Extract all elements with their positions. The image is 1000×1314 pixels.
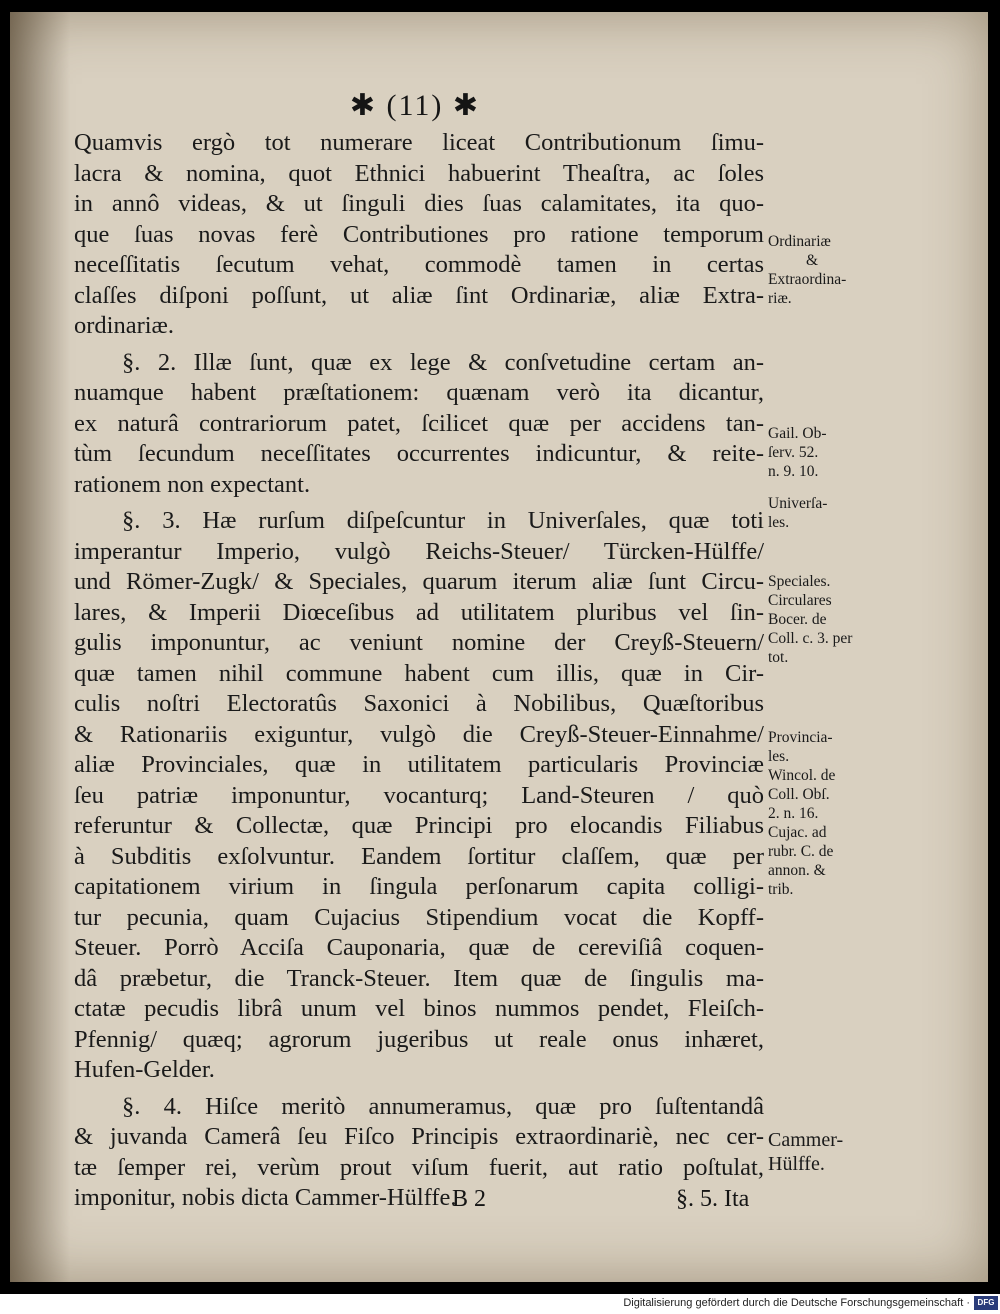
margin-note-line: les. bbox=[768, 748, 790, 765]
text-line: lares, & Imperii Diœceſibus ad utilitatem pluribus vel ſin- bbox=[74, 598, 764, 626]
text-line: und Römer-Zugk/ & Speciales, quarum iterum aliæ ſunt Circu- bbox=[74, 568, 764, 595]
margin-note bbox=[768, 232, 878, 308]
margin-note bbox=[768, 424, 878, 481]
text-line: culis noſtri Electoratûs Saxonici à Nobilibus, Quæſtoribus bbox=[74, 690, 764, 717]
margin-note-line: Wincol. de bbox=[768, 767, 836, 784]
text-line: §. 4. Hiſce meritò annumeramus, quæ pro ſuſtentandâ bbox=[122, 1092, 764, 1120]
text-line: Quamvis ergò tot numerare liceat Contributionum ſimu- bbox=[74, 129, 764, 156]
body-text bbox=[74, 128, 764, 1214]
text-line: & juvanda Camerâ ſeu Fiſco Principis extraordinariè, nec cer- bbox=[74, 1123, 764, 1150]
text-line: ctatæ pecudis librâ unum vel binos nummos pendet, Fleiſch- bbox=[74, 995, 764, 1022]
text-line: capitationem virium in ſingula perſonarum capita colligi- bbox=[74, 873, 764, 900]
text-line: & Rationariis exiguntur, vulgò die Creyß-Steuer-Einnahme/ bbox=[74, 720, 764, 748]
margin-note-line: 2. n. 16. bbox=[768, 805, 819, 822]
margin-note-line: les. bbox=[768, 514, 790, 531]
margin-note-line: Circulares bbox=[768, 592, 832, 609]
text-line: dâ præbetur, die Tranck-Steuer. Item quæ de ſingulis ma- bbox=[74, 964, 764, 992]
dfg-logo: DFG bbox=[974, 1296, 998, 1310]
margin-note bbox=[768, 572, 878, 667]
text-line: claſſes diſponi poſſunt, ut aliæ ſint Ordinariæ, aliæ Extra- bbox=[74, 281, 764, 309]
text-line: que ſuas novas ferè Contributiones pro ratione temporum bbox=[74, 220, 764, 248]
margin-note-line: annon. & bbox=[768, 862, 826, 879]
margin-note-line: rubr. C. de bbox=[768, 843, 834, 860]
text-line: à Subditis exſolvuntur. Eandem ſortitur claſſem, quæ per bbox=[74, 842, 764, 870]
margin-note-line: Gail. Ob- bbox=[768, 425, 827, 442]
text-line: §. 3. Hæ rurſum diſpeſcuntur in Univerſales, quæ toti bbox=[122, 507, 764, 534]
text-line: in annô videas, & ut ſinguli dies ſuas calamitates, ita quo- bbox=[74, 190, 764, 217]
text-line: ex naturâ contrariorum patet, ſcilicet quæ per accidens tan- bbox=[74, 409, 764, 437]
margin-note-line: & bbox=[806, 252, 819, 269]
page-header: ✱ (11) ✱ bbox=[349, 89, 481, 122]
text-line: tur pecunia, quam Cujacius Stipendium vocat die Kopff- bbox=[74, 903, 764, 931]
margin-note-line: tot. bbox=[768, 649, 789, 666]
catchword: §. 5. Ita bbox=[676, 1186, 750, 1212]
margin-note-line: Extraordina- bbox=[768, 271, 847, 288]
text-line: gulis imponuntur, ac veniunt nomine der Creyß-Steuern/ bbox=[74, 629, 764, 656]
margin-note-line: Bocer. de bbox=[768, 611, 827, 628]
text-line: referuntur & Collectæ, quæ Principi pro elocandis Filiabus bbox=[74, 812, 764, 839]
margin-note-line: Speciales. bbox=[768, 573, 831, 590]
margin-note-line: n. 9. 10. bbox=[768, 463, 819, 480]
signature-mark: B 2 bbox=[452, 1186, 487, 1212]
text-line: tùm ſecundum neceſſitates occurrentes indicuntur, & reite- bbox=[74, 440, 764, 467]
margin-note bbox=[768, 1128, 878, 1176]
dfg-credit: Digitalisierung gefördert durch die Deutsche Forschungsgemeinschaft · bbox=[623, 1297, 970, 1309]
margin-note-line: Ordinariæ bbox=[768, 233, 831, 250]
text-line: imperantur Imperio, vulgò Reichs-Steuer/ Türcken-Hülffe/ bbox=[74, 537, 764, 565]
text-line: Steuer. Porrò Acciſa Cauponaria, quæ de cereviſiâ coquen- bbox=[74, 934, 764, 961]
text-line: ſeu patriæ imponuntur, vocanturq; Land-Steuren / quò bbox=[74, 781, 764, 809]
margin-note bbox=[768, 728, 878, 899]
margin-note-line: Univerſa- bbox=[768, 495, 828, 512]
text-line: §. 2. Illæ ſunt, quæ ex lege & conſvetudine certam an- bbox=[122, 348, 764, 376]
text-line: aliæ Provinciales, quæ in utilitatem particularis Provinciæ bbox=[74, 751, 764, 778]
text-line: Pfennig/ quæq; agrorum jugeribus ut reale onus inhæret, bbox=[74, 1025, 764, 1053]
text-line: lacra & nomina, quot Ethnici habuerint Theaſtra, ac ſoles bbox=[74, 159, 764, 187]
margin-note-line: Provincia- bbox=[768, 729, 833, 746]
margin-note-line: ſerv. 52. bbox=[768, 444, 819, 461]
margin-note-line: Cujac. ad bbox=[768, 824, 827, 841]
text-line: imponitur, nobis dicta Cammer-Hülffe. bbox=[74, 1184, 457, 1211]
margin-note-line: riæ. bbox=[768, 290, 792, 307]
margin-note-line: Coll. Obſ. bbox=[768, 786, 830, 803]
text-line: rationem non expectant. bbox=[74, 470, 311, 498]
margin-note-line: trib. bbox=[768, 881, 794, 898]
paragraphs bbox=[74, 128, 764, 1214]
text-line: ordinariæ. bbox=[74, 312, 175, 339]
margin-note-line: Hülffe. bbox=[768, 1153, 825, 1175]
margin-note-line: Cammer- bbox=[768, 1129, 844, 1151]
margin-note-line: Coll. c. 3. per bbox=[768, 630, 853, 647]
margin-note bbox=[768, 494, 878, 532]
text-line: tæ ſemper rei, verùm prout viſum fuerit, aut ratio poſtulat, bbox=[74, 1153, 764, 1181]
text-line: nuamque habent præſtationem: quænam verò ita dicantur, bbox=[74, 379, 764, 406]
text-line: Hufen-Gelder. bbox=[74, 1056, 215, 1083]
text-line: quæ tamen nihil commune habent cum illis, quæ in Cir- bbox=[74, 659, 764, 687]
text-line: neceſſitatis ſecutum vehat, commodè tamen in certas bbox=[74, 251, 764, 278]
